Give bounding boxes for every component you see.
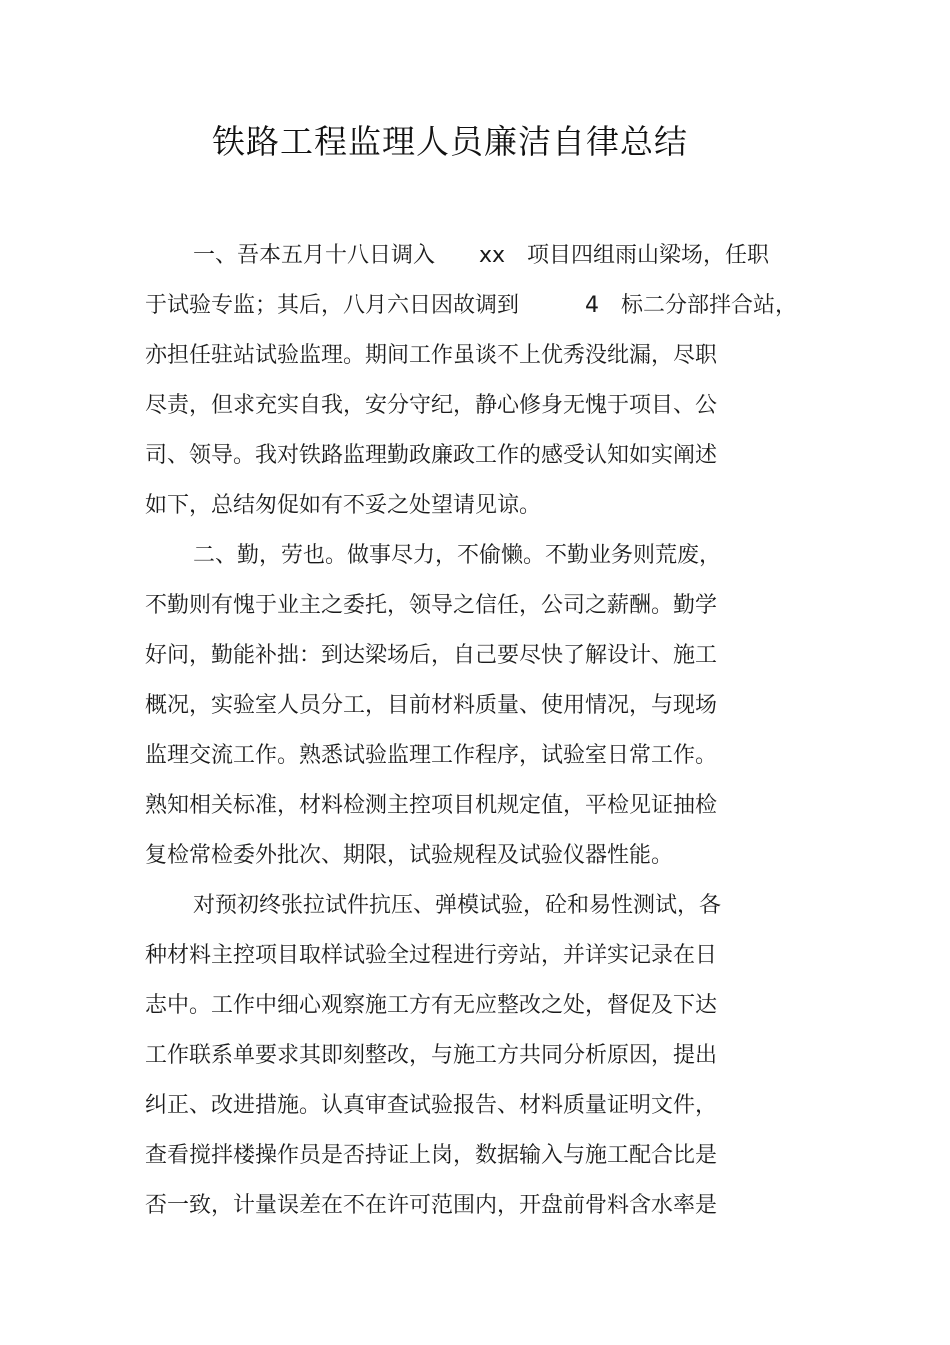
document-title: 铁路工程监理人员廉洁自律总结 xyxy=(212,122,688,161)
paragraph-line: 对预初终张拉试件抗压、弹模试验，砼和易性测试，各 xyxy=(193,893,722,918)
paragraph-line: 二、勤，劳也。做事尽力，不偷懒。不勤业务则荒废， xyxy=(193,543,722,568)
paragraph-line: 好问，勤能补拙：到达梁场后，自己要尽快了解设计、施工 xyxy=(145,643,718,668)
paragraph-line: 不勤则有愧于业主之委托，领导之信任，公司之薪酬。勤学 xyxy=(145,593,718,618)
paragraph-line: 司、领导。我对铁路监理勤政廉政工作的感受认知如实阐述 xyxy=(145,443,718,468)
paragraph-line: 熟知相关标准，材料检测主控项目机规定值，平检见证抽检 xyxy=(145,793,718,818)
paragraph-line: 一、吾本五月十八日调入 xx 项目四组雨山梁场，任职 xyxy=(193,243,770,268)
paragraph-line: 监理交流工作。熟悉试验监理工作程序，试验室日常工作。 xyxy=(145,743,718,768)
paragraph-line: 亦担任驻站试验监理。期间工作虽谈不上优秀没纰漏，尽职 xyxy=(145,343,718,368)
paragraph-line: 志中。工作中细心观察施工方有无应整改之处，督促及下达 xyxy=(145,993,718,1018)
paragraph-line: 纠正、改进措施。认真审查试验报告、材料质量证明文件， xyxy=(145,1093,718,1118)
paragraph-line: 复检常检委外批次、期限，试验规程及试验仪器性能。 xyxy=(145,843,674,868)
paragraph-line: 尽责，但求充实自我，安分守纪，静心修身无愧于项目、公 xyxy=(145,393,718,418)
paragraph-line: 如下，总结匆促如有不妥之处望请见谅。 xyxy=(145,493,542,518)
paragraph-line: 概况，实验室人员分工，目前材料质量、使用情况，与现场 xyxy=(145,693,718,718)
paragraph-line: 工作联系单要求其即刻整改，与施工方共同分析原因，提出 xyxy=(145,1043,718,1068)
paragraph-line: 查看搅拌楼操作员是否持证上岗，数据输入与施工配合比是 xyxy=(145,1143,718,1168)
paragraph-line: 否一致，计量误差在不在许可范围内，开盘前骨料含水率是 xyxy=(145,1193,718,1218)
paragraph-line: 种材料主控项目取样试验全过程进行旁站，并详实记录在日 xyxy=(145,943,718,968)
paragraph-line: 于试验专监；其后，八月六日因故调到 4 标二分部拌合站， xyxy=(145,293,797,318)
